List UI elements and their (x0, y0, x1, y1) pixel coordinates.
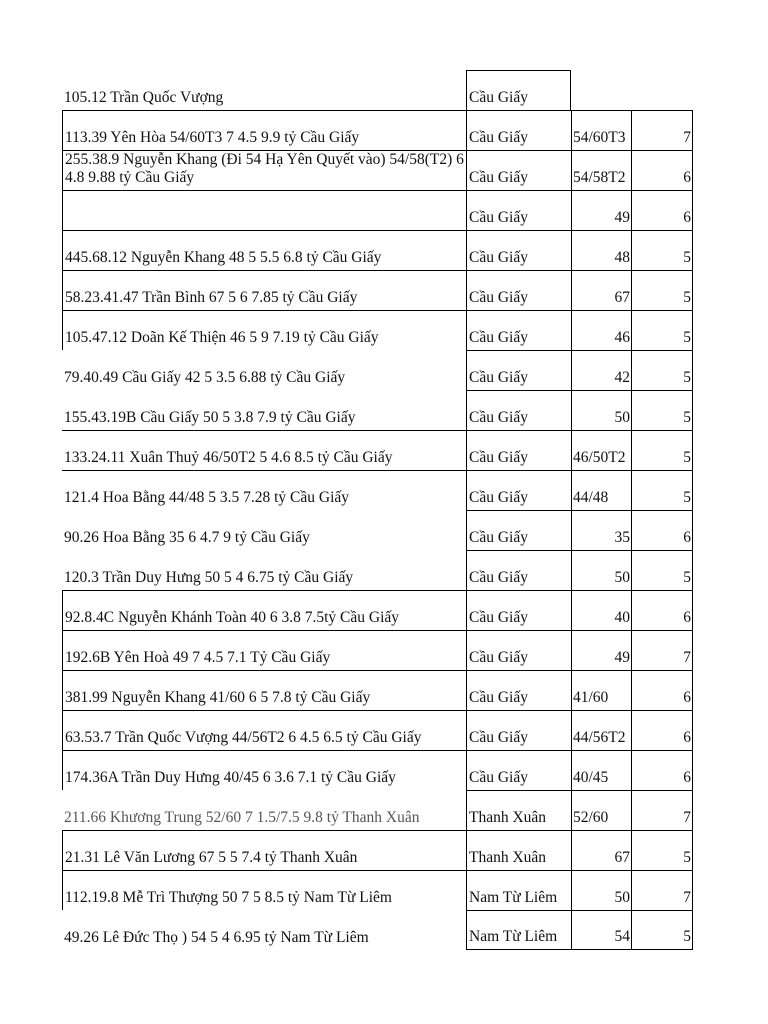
cell-district[interactable]: Cầu Giấy (466, 550, 571, 590)
cell-floors[interactable]: 7 (631, 870, 693, 910)
table-row (62, 430, 693, 470)
cell-area[interactable]: 67 (571, 270, 631, 310)
cell-area[interactable]: 40 (571, 590, 631, 630)
cell-area[interactable]: 67 (571, 830, 631, 870)
cell-floors[interactable]: 5 (631, 310, 693, 350)
table-row (62, 150, 693, 190)
cell-floors[interactable]: 5 (631, 910, 693, 950)
cell-area[interactable]: 46/50T2 (571, 430, 631, 470)
cell-district[interactable]: Cầu Giấy (466, 270, 571, 310)
cell-floors[interactable]: 6 (631, 750, 693, 790)
cell-area[interactable]: 49 (571, 630, 631, 670)
cell-floors[interactable]: 6 (631, 710, 693, 750)
table-row (62, 550, 693, 590)
cell-district[interactable]: Cầu Giấy (466, 670, 571, 710)
cell-area[interactable]: 50 (571, 550, 631, 590)
cell-description[interactable]: 113.39 Yên Hòa 54/60T3 7 4.5 9.9 tỷ Cầu Giấy (62, 110, 466, 150)
cell-district[interactable]: Cầu Giấy (466, 590, 571, 630)
table-row (62, 230, 693, 270)
table-row (62, 830, 693, 870)
table-row (62, 350, 693, 390)
cell-district[interactable]: Cầu Giấy (466, 390, 571, 430)
cell-floors[interactable]: 6 (631, 590, 693, 630)
cell-district[interactable]: Cầu Giấy (466, 70, 571, 110)
cell-description[interactable]: 90.26 Hoa Bằng 35 6 4.7 9 tỷ Cầu Giấy (64, 529, 310, 546)
cell-area[interactable]: 54/58T2 (571, 150, 631, 190)
table-row (62, 790, 693, 830)
cell-district[interactable]: Thanh Xuân (466, 830, 571, 870)
cell-area[interactable]: 54 (571, 910, 631, 950)
cell-area[interactable]: 40/45 (571, 750, 631, 790)
cell-floors[interactable]: 6 (631, 150, 693, 190)
cell-description[interactable]: 120.3 Trần Duy Hưng 50 5 4 6.75 tỷ Cầu Giấy (64, 569, 354, 586)
cell-description[interactable]: 192.6B Yên Hoà 49 7 4.5 7.1 Tỷ Cầu Giấy (62, 630, 466, 670)
cell-description[interactable]: 105.47.12 Doãn Kế Thiện 46 5 9 7.19 tỷ Cầu Giấy (62, 310, 466, 350)
table-row (62, 310, 693, 350)
cell-area[interactable]: 54/60T3 (571, 110, 631, 150)
cell-district[interactable]: Cầu Giấy (466, 470, 571, 510)
cell-area[interactable]: 52/60 (571, 790, 631, 830)
cell-area[interactable]: 44/56T2 (571, 710, 631, 750)
spreadsheet-table (62, 70, 693, 950)
cell-description[interactable]: 105.12 Trần Quốc Vượng (64, 89, 224, 106)
cell-floors[interactable]: 5 (631, 230, 693, 270)
cell-district[interactable]: Nam Từ Liêm (466, 870, 571, 910)
cell-floors[interactable]: 7 (631, 630, 693, 670)
table-row (62, 670, 693, 710)
cell-district[interactable]: Cầu Giấy (466, 630, 571, 670)
table-row (62, 110, 693, 150)
table-row (62, 390, 693, 430)
table-row (62, 750, 693, 790)
cell-description[interactable]: 381.99 Nguyễn Khang 41/60 6 5 7.8 tỷ Cầu Giấy (62, 670, 466, 710)
cell-floors[interactable]: 6 (631, 670, 693, 710)
cell-district[interactable]: Cầu Giấy (466, 150, 571, 190)
cell-area[interactable]: 35 (571, 510, 631, 550)
cell-description[interactable]: 174.36A Trần Duy Hưng 40/45 6 3.6 7.1 tỷ Cầu Giấy (62, 750, 466, 790)
cell-area[interactable]: 46 (571, 310, 631, 350)
cell-description[interactable]: 112.19.8 Mễ Trì Thượng 50 7 5 8.5 tỷ Nam Từ Liêm (62, 870, 466, 910)
cell-district[interactable]: Cầu Giấy (466, 430, 571, 470)
cell-description[interactable]: 92.8.4C Nguyễn Khánh Toàn 40 6 3.8 7.5tỷ Cầu Giấy (62, 590, 466, 630)
cell-district[interactable]: Cầu Giấy (466, 750, 571, 790)
cell-district[interactable]: Cầu Giấy (466, 510, 571, 550)
table-row (62, 510, 693, 550)
cell-floors[interactable]: 7 (631, 110, 693, 150)
cell-district[interactable]: Cầu Giấy (466, 230, 571, 270)
cell-area[interactable]: 42 (571, 350, 631, 390)
cell-description[interactable] (62, 190, 466, 230)
table-row (62, 70, 693, 110)
table-row (62, 190, 693, 230)
cell-description[interactable]: 121.4 Hoa Bằng 44/48 5 3.5 7.28 tỷ Cầu Giấy (62, 470, 466, 510)
cell-district[interactable]: Nam Từ Liêm (466, 910, 571, 950)
table-row (62, 470, 693, 510)
cell-floors[interactable]: 6 (631, 190, 693, 230)
table-row (62, 710, 693, 750)
cell-floors[interactable]: 7 (631, 790, 693, 830)
cell-district[interactable]: Cầu Giấy (466, 310, 571, 350)
cell-area[interactable]: 41/60 (571, 670, 631, 710)
cell-description[interactable]: 49.26 Lê Đức Thọ ) 54 5 4 6.95 tỷ Nam Từ Liêm (64, 929, 369, 946)
cell-area[interactable]: 48 (571, 230, 631, 270)
cell-description[interactable]: 133.24.11 Xuân Thuỷ 46/50T2 5 4.6 8.5 tỷ Cầu Giấy (62, 430, 466, 470)
cell-description[interactable]: 79.40.49 Cầu Giấy 42 5 3.5 6.88 tỷ Cầu Giấy (64, 369, 346, 386)
cell-area[interactable]: 50 (571, 390, 631, 430)
table-row (62, 870, 693, 910)
cell-district[interactable]: Cầu Giấy (466, 710, 571, 750)
cell-district[interactable]: Cầu Giấy (466, 190, 571, 230)
cell-floors[interactable]: 5 (631, 430, 693, 470)
cell-area[interactable]: 44/48 (571, 470, 631, 510)
cell-floors[interactable]: 5 (631, 470, 693, 510)
cell-description[interactable]: 211.66 Khương Trung 52/60 7 1.5/7.5 9.8 tỷ Thanh Xuân (64, 809, 420, 826)
table-row (62, 590, 693, 630)
cell-description[interactable]: 21.31 Lê Văn Lương 67 5 5 7.4 tỷ Thanh Xuân (62, 830, 466, 870)
cell-floors[interactable]: 5 (631, 270, 693, 310)
cell-description[interactable]: 63.53.7 Trần Quốc Vượng 44/56T2 6 4.5 6.5 tỷ Cầu Giấy (62, 710, 466, 750)
cell-floors[interactable]: 5 (631, 390, 693, 430)
cell-floors[interactable]: 6 (631, 510, 693, 550)
cell-area[interactable]: 50 (571, 870, 631, 910)
cell-floors[interactable]: 5 (631, 830, 693, 870)
cell-description[interactable]: 255.38.9 Nguyễn Khang (Đi 54 Hạ Yên Quyết vào) 54/58(T2) 6 4.8 9.88 tỷ Cầu Giấy (62, 150, 466, 190)
cell-floors[interactable]: 5 (631, 350, 693, 390)
table-row (62, 630, 693, 670)
cell-area[interactable]: 49 (571, 190, 631, 230)
cell-description[interactable]: 58.23.41.47 Trần Bình 67 5 6 7.85 tỷ Cầu Giấy (62, 270, 466, 310)
cell-description[interactable]: 445.68.12 Nguyễn Khang 48 5 5.5 6.8 tỷ Cầu Giấy (62, 230, 466, 270)
cell-floors[interactable]: 5 (631, 550, 693, 590)
cell-district[interactable]: Cầu Giấy (466, 110, 571, 150)
cell-description[interactable]: 155.43.19B Cầu Giấy 50 5 3.8 7.9 tỷ Cầu Giấy (64, 409, 356, 426)
table-row (62, 910, 693, 950)
table-row (62, 270, 693, 310)
cell-district[interactable]: Thanh Xuân (466, 790, 571, 830)
cell-district[interactable]: Cầu Giấy (466, 350, 571, 390)
